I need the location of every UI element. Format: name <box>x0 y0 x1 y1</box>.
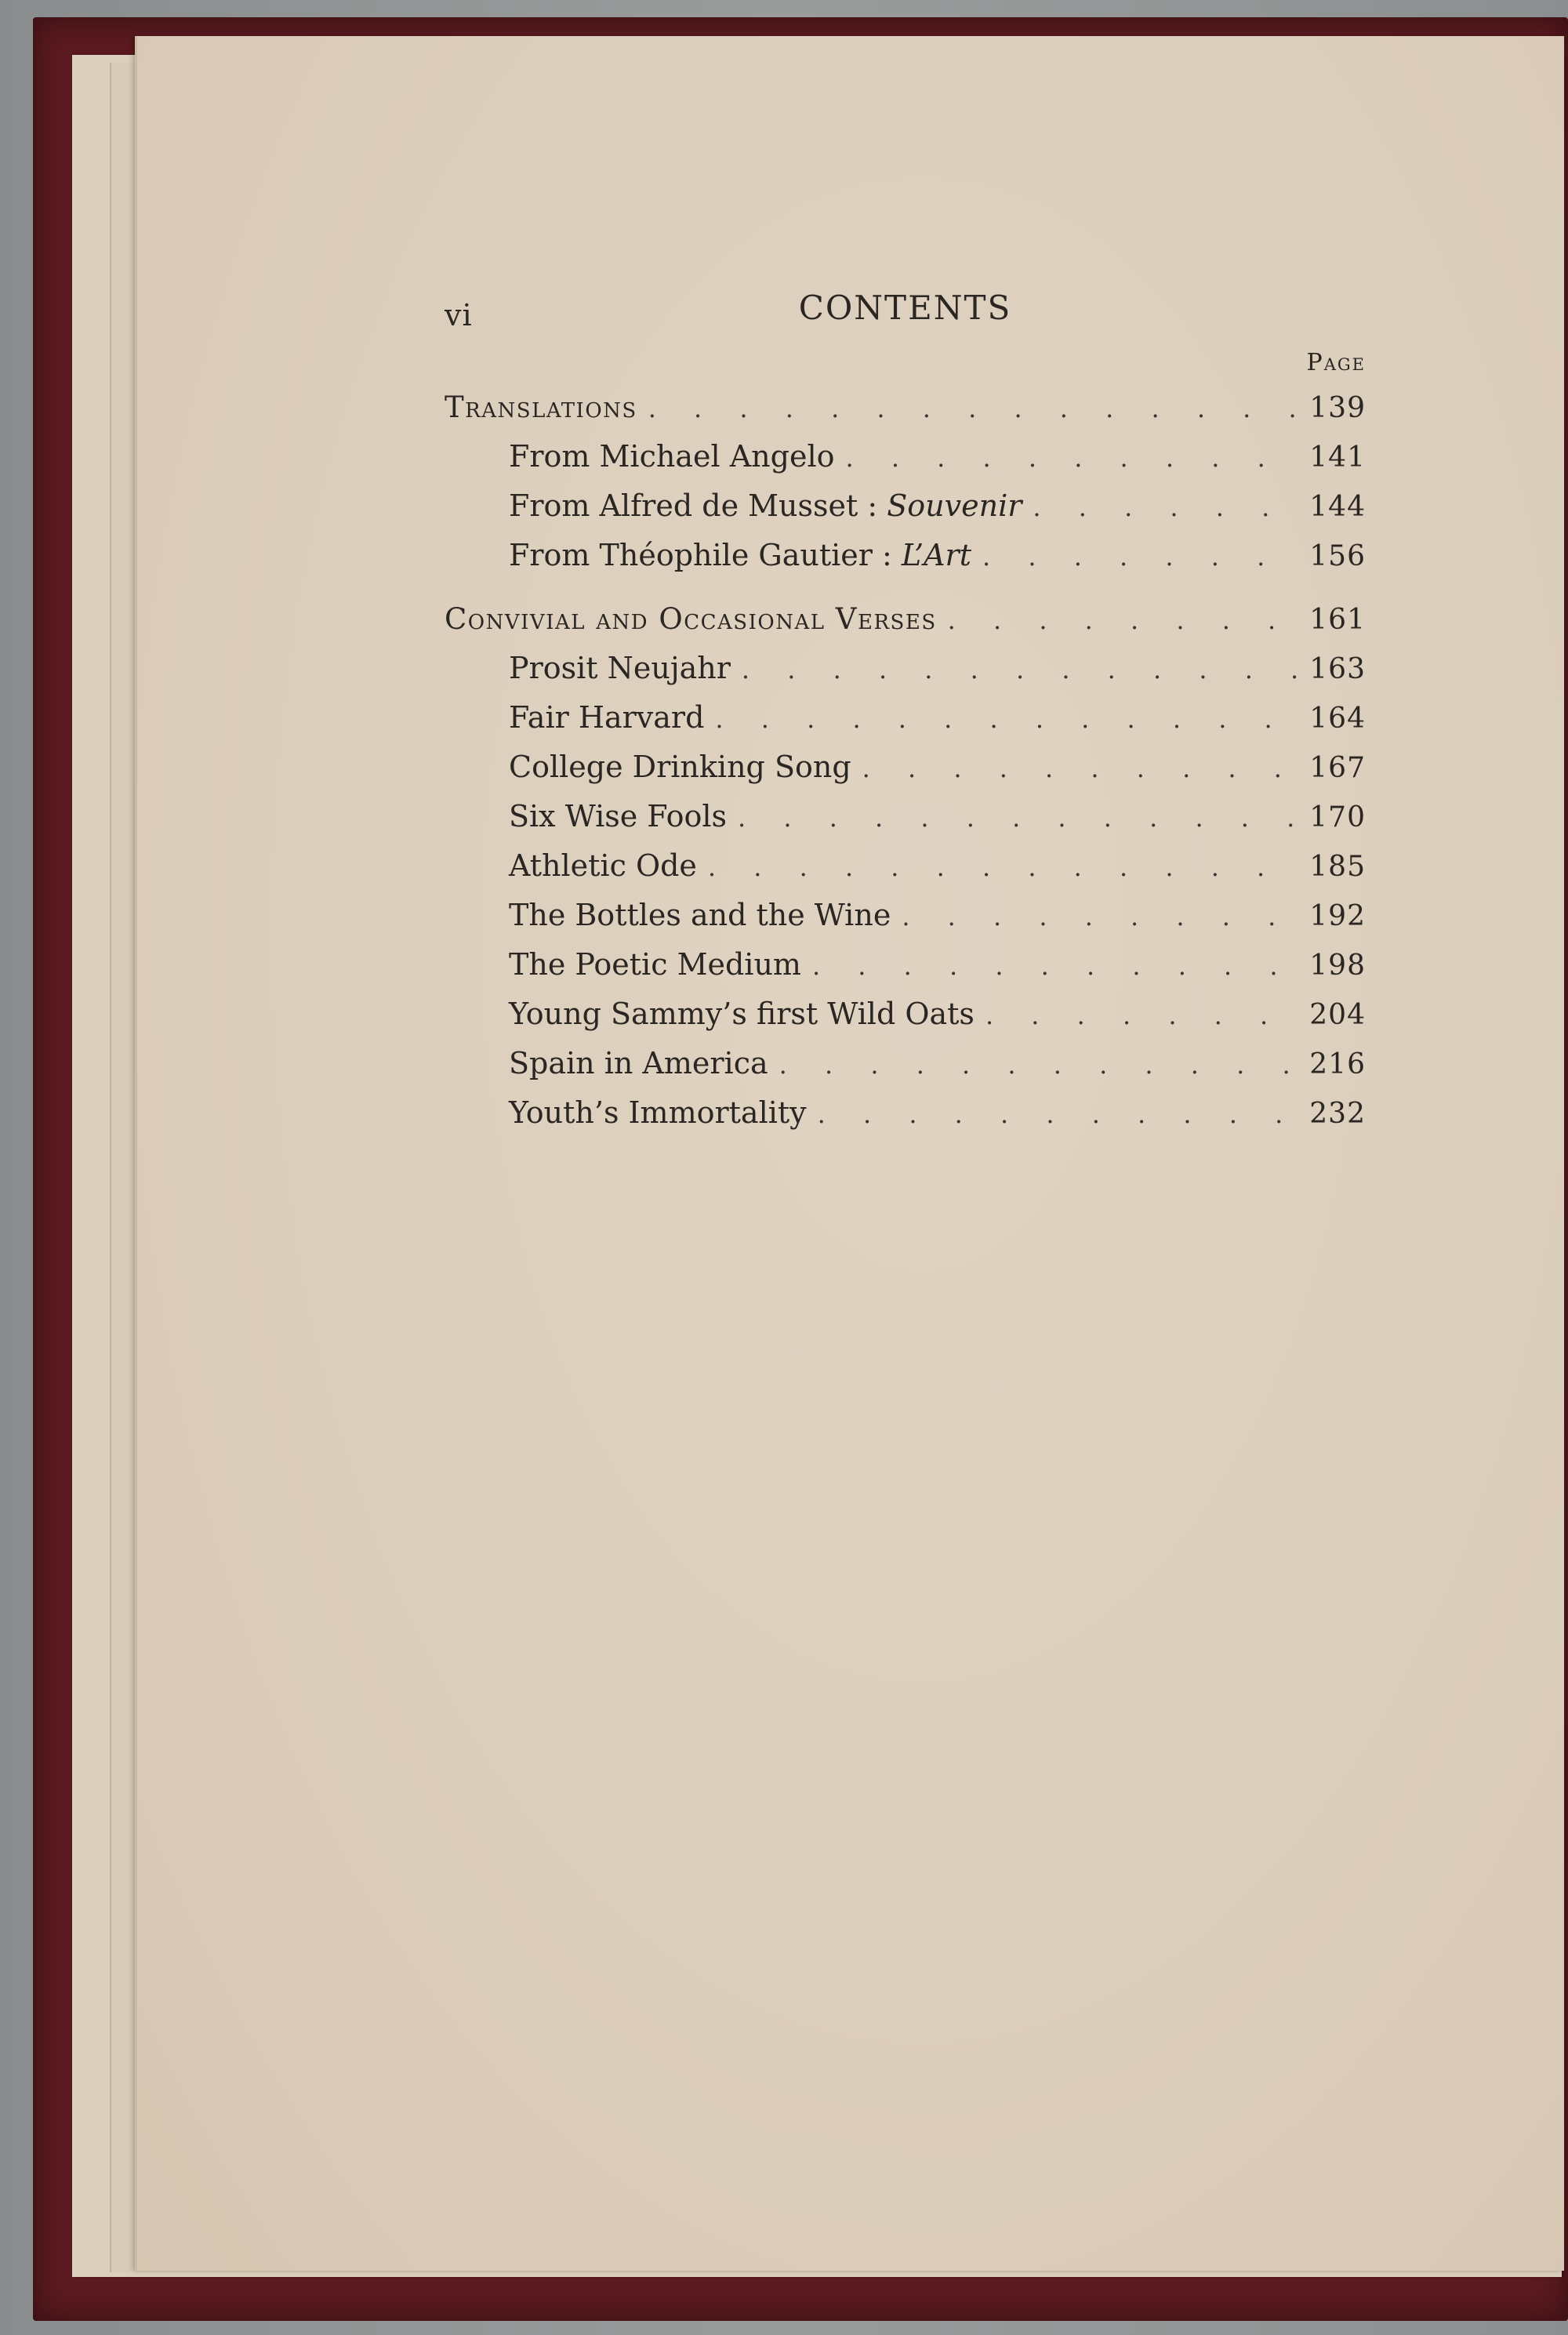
toc-entry[interactable] <box>445 531 1366 580</box>
dot-leader <box>818 1090 1302 1139</box>
toc-page-number: 141 <box>1309 441 1366 474</box>
toc-entry[interactable] <box>445 481 1366 531</box>
toc-entry-title: Prosit Neujahr <box>509 651 731 685</box>
toc-entry-title: Athletic Ode <box>509 848 697 883</box>
toc-page-number: 192 <box>1309 900 1366 932</box>
toc-entry[interactable] <box>445 891 1366 940</box>
dot-leader <box>812 942 1301 991</box>
toc-page-number: 170 <box>1309 801 1366 833</box>
dot-leader <box>862 744 1302 793</box>
dot-leader <box>902 892 1301 942</box>
toc-entry-title: Young Sammy’s first Wild Oats <box>509 997 975 1031</box>
dot-leader <box>648 384 1302 434</box>
toc-page-number: 167 <box>1309 752 1366 784</box>
toc-entry-title: The Bottles and the Wine <box>509 898 891 932</box>
toc-entry-title-text: From Théophile Gautier : <box>509 538 902 572</box>
page-column-label: Page <box>1306 349 1366 376</box>
toc-heading[interactable] <box>445 594 1366 644</box>
toc-page-number: 164 <box>1309 703 1366 735</box>
toc-entry-title-italic: Souvenir <box>887 488 1022 523</box>
toc-page-number: 216 <box>1309 1048 1366 1080</box>
toc-entry-title: Youth’s Immortality <box>509 1095 807 1130</box>
dot-leader <box>742 645 1301 695</box>
toc-page-number: 163 <box>1309 653 1366 685</box>
toc-entry[interactable] <box>445 990 1366 1039</box>
dot-leader <box>708 843 1301 892</box>
dot-leader <box>845 434 1301 483</box>
page-folio: vi <box>445 298 473 332</box>
toc-entry-title: College Drinking Song <box>509 750 851 784</box>
toc-entry-title: Spain in America <box>509 1046 768 1080</box>
toc-page-number: 161 <box>1309 604 1366 636</box>
toc-entry-title: From Michael Angelo <box>509 439 835 474</box>
toc-section-translations <box>445 383 1366 580</box>
toc-section-convivial <box>445 594 1366 1138</box>
page-title: CONTENTS <box>798 289 1012 327</box>
dot-leader <box>738 793 1301 843</box>
dot-leader <box>985 991 1301 1040</box>
toc-page-number: 204 <box>1309 999 1366 1031</box>
toc-entry-title: Fair Harvard <box>509 700 705 735</box>
toc-entry-title-italic: L’Art <box>901 538 971 572</box>
toc-page-number: 185 <box>1309 851 1366 883</box>
toc-entry[interactable] <box>445 644 1366 693</box>
dot-leader <box>715 695 1301 744</box>
toc-entry-title <box>509 481 1022 531</box>
toc-entry[interactable] <box>445 792 1366 841</box>
toc-entry-title <box>509 531 971 580</box>
toc-page-number: 232 <box>1309 1098 1366 1130</box>
toc-page-number: 139 <box>1309 392 1366 424</box>
toc-entry-title: Six Wise Fools <box>509 799 728 833</box>
page-header <box>445 282 1366 343</box>
toc-entry-title-text: From Alfred de Musset : <box>509 488 887 523</box>
table-of-contents <box>445 282 1366 1152</box>
dot-leader <box>948 596 1302 645</box>
toc-entry[interactable] <box>445 432 1366 481</box>
toc-entry[interactable] <box>445 1039 1366 1088</box>
toc-entry[interactable] <box>445 743 1366 792</box>
dot-leader <box>982 532 1301 582</box>
dot-leader <box>779 1040 1302 1090</box>
toc-entry[interactable] <box>445 940 1366 990</box>
toc-heading-title: Translations <box>445 390 637 424</box>
dot-leader <box>1033 483 1301 532</box>
toc-page-number: 144 <box>1309 491 1366 523</box>
toc-page-number: 198 <box>1309 950 1366 982</box>
toc-entry[interactable] <box>445 1088 1366 1138</box>
toc-entry[interactable] <box>445 841 1366 891</box>
toc-heading[interactable] <box>445 383 1366 432</box>
toc-heading-title: Convivial and Occasional Verses <box>445 602 937 636</box>
toc-page-number: 156 <box>1309 540 1366 572</box>
toc-entry-title: The Poetic Medium <box>509 947 801 982</box>
toc-entry[interactable] <box>445 693 1366 743</box>
